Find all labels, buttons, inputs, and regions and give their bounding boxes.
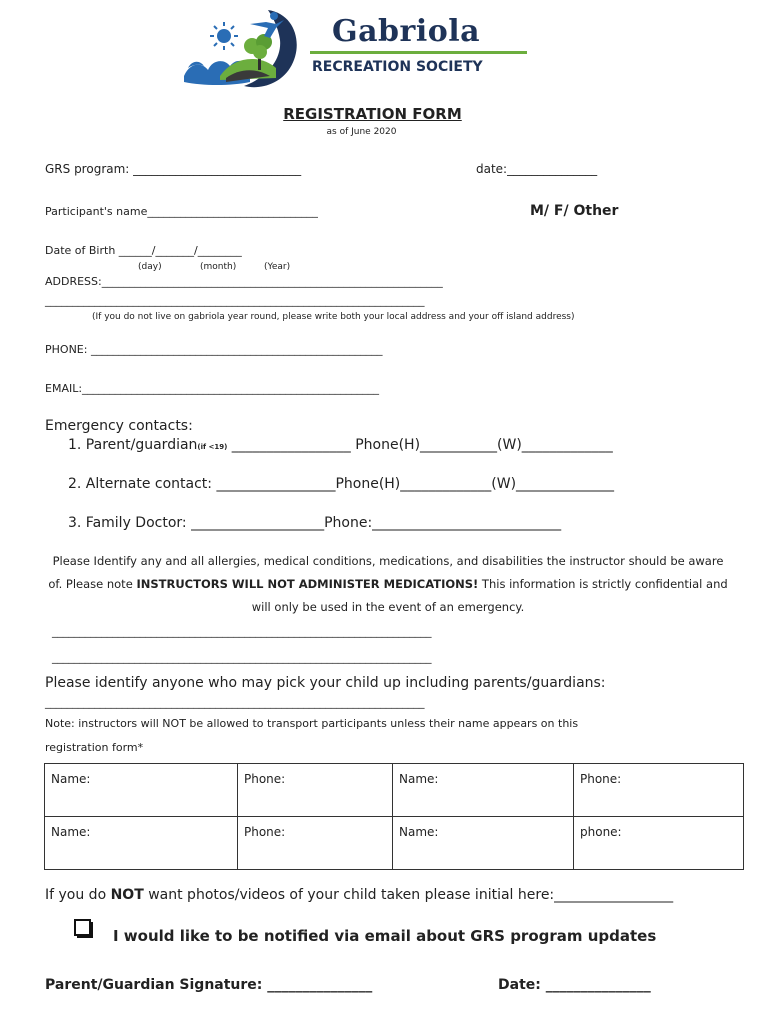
table-cell[interactable]: Name:	[393, 764, 574, 817]
table-row	[45, 764, 744, 817]
program-field[interactable]: GRS program: ____________________________	[45, 162, 302, 176]
brand-underline	[310, 51, 527, 54]
pickup-line[interactable]: _____________________________________________________________________	[45, 696, 425, 709]
email-field[interactable]: EMAIL:______________________________________________________	[45, 382, 380, 395]
allergy-paragraph: Please Identify any and all allergies, medical conditions, medications, and disabilities the instructor should be aware of. Please note INSTRUCTORS WILL NOT ADMINISTER MEDICATIONS! This information is strictly confidential and will only be used in the event of an emergency.	[48, 554, 728, 614]
table-cell[interactable]: Name:	[45, 817, 238, 870]
table-cell[interactable]: Phone:	[238, 817, 393, 870]
allergy-blank-line-1[interactable]: _____________________________________________________________________	[52, 625, 432, 638]
pickup-contacts-table	[44, 763, 744, 870]
phone-field[interactable]: PHONE: _____________________________________________________	[45, 343, 383, 356]
address-field-line2[interactable]: _____________________________________________________________________	[45, 294, 425, 307]
table-cell[interactable]: phone:	[574, 817, 744, 870]
medication-warning: INSTRUCTORS WILL NOT ADMINISTER MEDICATIONS!	[136, 577, 479, 591]
form-title: REGISTRATION FORM	[283, 105, 462, 123]
signature-date-field[interactable]: Date: _______________	[498, 977, 651, 993]
emergency-contact-alternate[interactable]: 2. Alternate contact: _________________Phone(H)_____________(W)______________	[68, 476, 615, 492]
table-cell[interactable]: Phone:	[574, 764, 744, 817]
ec1-age-note: (if <19)	[197, 443, 228, 451]
signature-field[interactable]: Parent/Guardian Signature: _______________	[45, 977, 373, 993]
photo-consent-field[interactable]: If you do NOT want photos/videos of your child taken please initial here:_________________	[45, 887, 674, 903]
ec1-label: 1. Parent/guardian	[68, 437, 198, 453]
dob-month-label: (month)	[200, 262, 237, 272]
date-field[interactable]: date:_______________	[476, 162, 598, 176]
as-of-date: as of June 2020	[326, 127, 397, 137]
dob-field[interactable]: Date of Birth ______/_______/________	[45, 244, 242, 257]
table-cell[interactable]: Phone:	[238, 764, 393, 817]
pickup-heading: Please identify anyone who may pick your child up including parents/guardians:	[45, 675, 606, 691]
table-cell[interactable]: Name:	[45, 764, 238, 817]
emergency-contact-parent	[68, 437, 613, 453]
participant-name-field[interactable]: Participant's name_______________________________	[45, 205, 318, 218]
dob-day-label: (day)	[138, 262, 162, 272]
notify-label: I would like to be notified via email about GRS program updates	[113, 927, 657, 945]
emergency-contact-doctor[interactable]: 3. Family Doctor: ___________________Phone:___________________________	[68, 515, 562, 531]
gender-options[interactable]: M/ F/ Other	[530, 203, 619, 219]
dob-year-label: (Year)	[264, 262, 291, 272]
emergency-heading: Emergency contacts:	[45, 418, 193, 434]
allergy-blank-line-2[interactable]: _____________________________________________________________________	[52, 651, 432, 664]
org-subtitle: RECREATION SOCIETY	[312, 59, 483, 75]
table-row	[45, 817, 744, 870]
transport-note: Note: instructors will NOT be allowed to transport participants unless their name appears on this	[45, 717, 579, 730]
checkbox-icon[interactable]	[74, 919, 94, 939]
address-note: (If you do not live on gabriola year round, please write both your local address and your off island address)	[92, 312, 575, 322]
org-name: Gabriola	[332, 14, 481, 49]
transport-note-2: registration form*	[45, 741, 144, 754]
table-cell[interactable]: Name:	[393, 817, 574, 870]
address-field[interactable]: ADDRESS:______________________________________________________________	[45, 275, 443, 288]
ec1-fields[interactable]: _________________ Phone(H)___________(W)_____________	[231, 437, 613, 453]
